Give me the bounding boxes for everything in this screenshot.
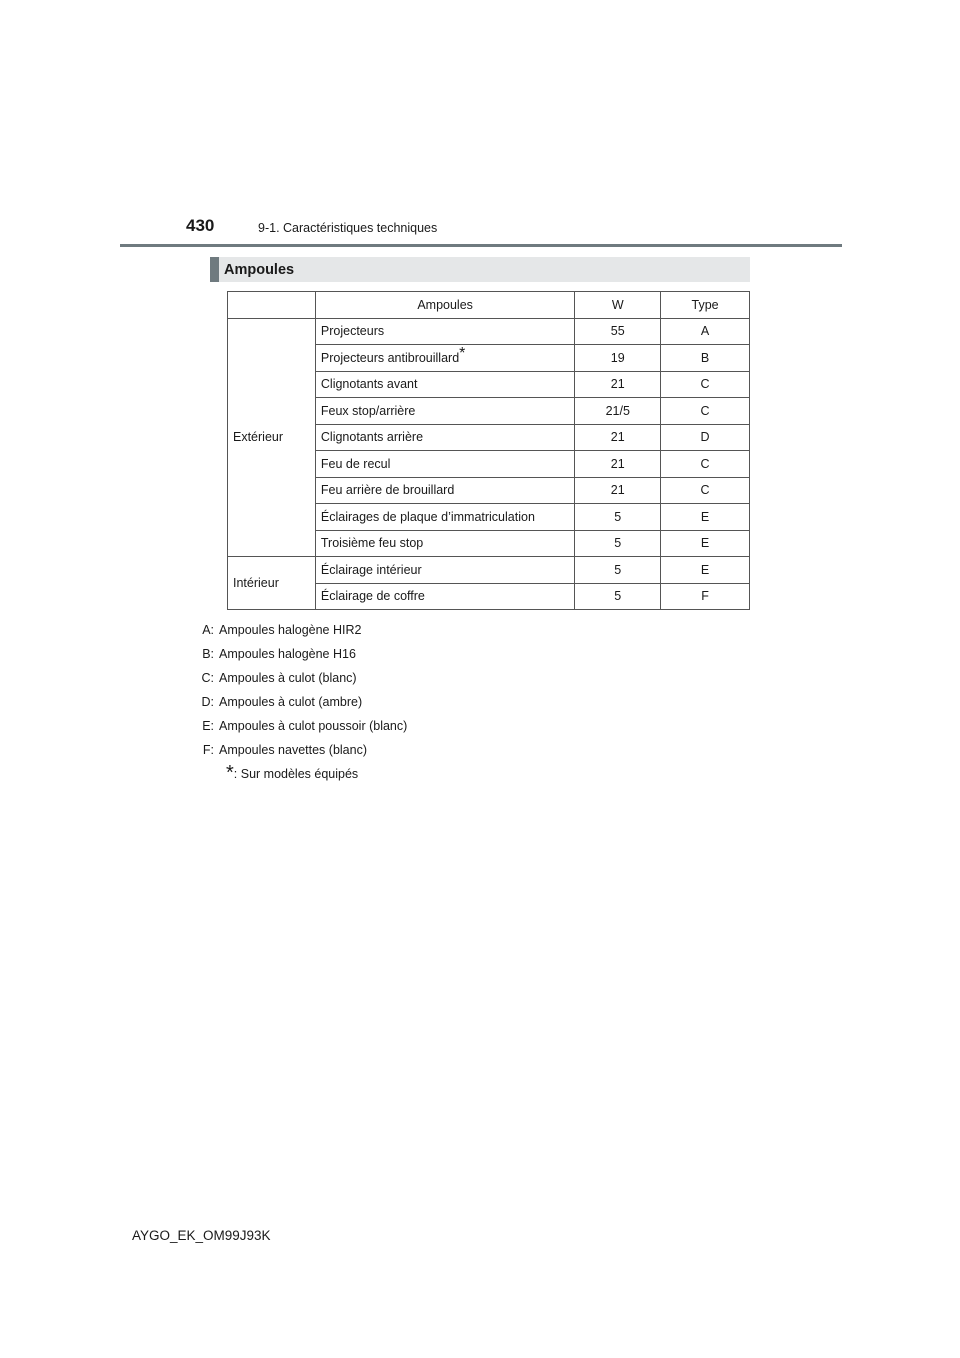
bulbs-table (227, 291, 750, 610)
chapter-title: 9-1. Caractéristiques techniques (258, 221, 438, 235)
legend-key: C: (201, 671, 214, 685)
bulb-type: C (661, 451, 750, 478)
column-header-category (228, 292, 316, 319)
bulb-type: E (661, 504, 750, 531)
bulb-name: Éclairage intérieur (315, 557, 574, 584)
footnote-text: : Sur modèles équipés (233, 767, 359, 781)
bulb-name: Feux stop/arrière (315, 398, 574, 425)
bulb-watts: 5 (575, 583, 661, 610)
legend-key: A: (202, 623, 214, 637)
bulb-name: Troisième feu stop (315, 530, 574, 557)
legend-key: B: (202, 647, 214, 661)
legend-item (190, 692, 362, 712)
table-header-row (228, 292, 750, 319)
header-rule (120, 244, 842, 247)
bulb-watts: 21 (575, 424, 661, 451)
footnote-mark: * (226, 762, 234, 784)
bulb-watts: 5 (575, 557, 661, 584)
bulb-name: Éclairages de plaque d’immatriculation (315, 504, 574, 531)
column-header-type: Type (661, 292, 750, 319)
legend-key: D: (201, 695, 214, 709)
section-title: Ampoules (224, 261, 295, 278)
bulb-type: A (661, 318, 750, 345)
page-number: 430 (186, 216, 215, 235)
bulb-type: E (661, 557, 750, 584)
bulb-type: C (661, 398, 750, 425)
bulb-watts: 21 (575, 371, 661, 398)
legend-item (190, 620, 361, 640)
bulb-watts: 21 (575, 477, 661, 504)
bulb-watts: 21 (575, 451, 661, 478)
document-code: AYGO_EK_OM99J93K (132, 1228, 271, 1243)
bulb-watts: 5 (575, 504, 661, 531)
legend-text: Ampoules halogène HIR2 (219, 623, 362, 637)
bulb-type: E (661, 530, 750, 557)
bulb-type: C (661, 477, 750, 504)
bulb-watts: 55 (575, 318, 661, 345)
category-exterior: Extérieur (228, 318, 316, 557)
bulb-name: Feu arrière de brouillard (315, 477, 574, 504)
legend-text: Ampoules halogène H16 (219, 647, 356, 661)
legend-text: Ampoules à culot (ambre) (219, 695, 363, 709)
bulb-name: Feu de recul (315, 451, 574, 478)
category-interior: Intérieur (228, 557, 316, 610)
table-row (228, 318, 750, 345)
bulb-watts: 5 (575, 530, 661, 557)
bulb-watts: 21/5 (575, 398, 661, 425)
bulb-type: F (661, 583, 750, 610)
bulb-watts: 19 (575, 345, 661, 372)
legend-key: E: (202, 719, 214, 733)
bulb-name: Projecteurs antibrouillard (320, 350, 460, 365)
footnote-mark: * (459, 344, 466, 362)
bulb-name: Éclairage de coffre (315, 583, 574, 610)
column-header-bulbs: Ampoules (315, 292, 574, 319)
bulb-name: Clignotants arrière (315, 424, 574, 451)
bulb-name-cell (315, 345, 574, 372)
legend-text: Ampoules à culot poussoir (blanc) (219, 719, 408, 733)
legend-item (190, 716, 407, 736)
bulb-name: Clignotants avant (315, 371, 574, 398)
legend-item (190, 668, 357, 688)
footnote (226, 764, 358, 784)
column-header-watts: W (575, 292, 661, 319)
legend-item (190, 644, 356, 664)
section-heading (210, 257, 750, 282)
legend-text: Ampoules à culot (blanc) (219, 671, 357, 685)
bulb-type: B (661, 345, 750, 372)
legend-key: F: (202, 743, 214, 757)
bulb-name: Projecteurs (315, 318, 574, 345)
bulb-type: D (661, 424, 750, 451)
bulb-type: C (661, 371, 750, 398)
legend-text: Ampoules navettes (blanc) (219, 743, 367, 757)
legend-item (190, 740, 367, 760)
table-row (228, 557, 750, 584)
